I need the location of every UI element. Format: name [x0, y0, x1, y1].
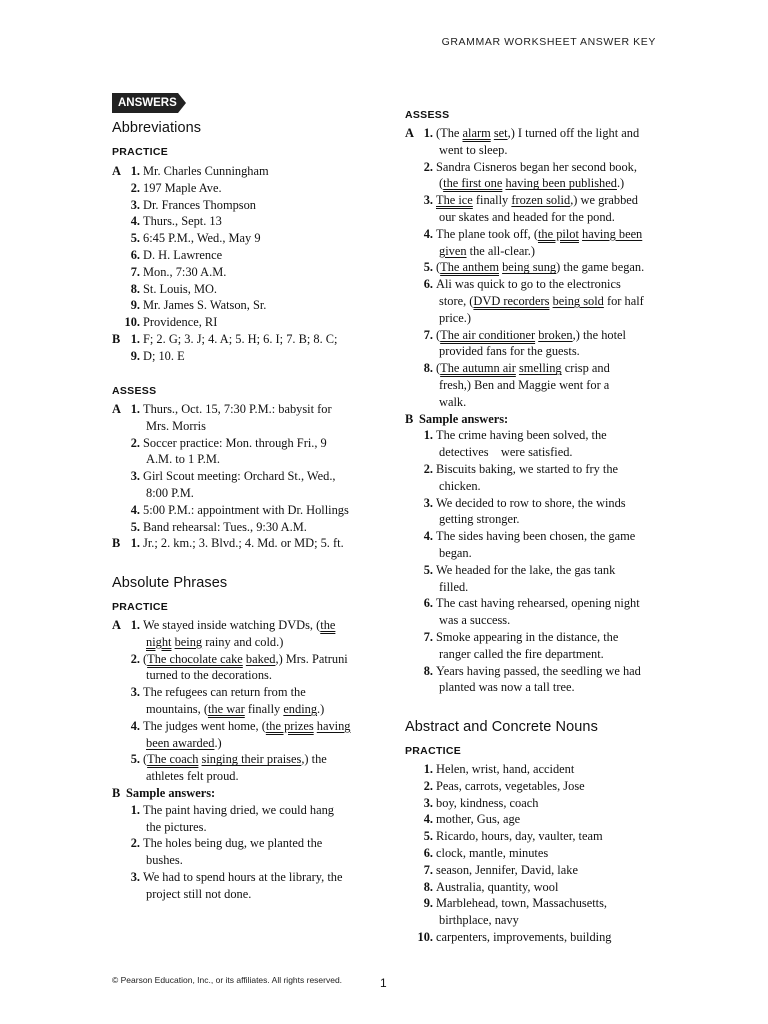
abbreviations-practice-label: PRACTICE: [112, 146, 169, 158]
list-item: A 1. Thurs., Oct. 15, 7:30 P.M.: babysit for: [112, 402, 332, 416]
list-item: 3. The ice finally frozen solid,) we grabbed: [423, 193, 638, 208]
absolute-practice-label: PRACTICE: [112, 601, 169, 613]
list-item: 2. Soccer practice: Mon. through Fri., 9: [130, 435, 327, 450]
list-item-continuation: went to sleep.: [439, 142, 508, 157]
list-item-continuation: 8:00 P.M.: [146, 485, 194, 500]
answers-badge: ANSWERS: [112, 93, 178, 113]
list-item-continuation: given the all-clear.): [439, 243, 535, 258]
list-item-continuation: Mrs. Morris: [146, 418, 206, 433]
list-item-continuation: the pictures.: [146, 819, 207, 834]
abbreviations-assess-label: ASSESS: [112, 385, 157, 397]
list-item: A 1. We stayed inside watching DVDs, (the: [112, 618, 336, 632]
abbreviations-practice-a: [112, 163, 374, 365]
list-item: B Sample answers:: [405, 411, 509, 426]
list-item: 4. The sides having been chosen, the game: [423, 529, 636, 544]
list-item: 2. Sandra Cisneros began her second book,: [423, 159, 637, 174]
list-item: 5. Band rehearsal: Tues., 9:30 A.M.: [130, 519, 307, 534]
list-item-continuation: fresh,) Ben and Maggie went for a: [439, 377, 610, 392]
list-item: A 1. (The alarm set,) I turned off the light and: [405, 126, 640, 140]
list-item: 2. The holes being dug, we planted the: [130, 836, 323, 851]
list-item: 5. (The coach singing their praises,) the: [130, 752, 327, 767]
list-item: 4. Thurs., Sept. 13: [130, 214, 222, 229]
list-item: 3. boy, kindness, coach: [423, 795, 539, 810]
list-item-continuation: athletes felt proud.: [146, 769, 239, 784]
list-item: 9. Mr. James S. Watson, Sr.: [130, 298, 267, 313]
list-item: 1. The paint having dried, we could hang: [130, 802, 334, 817]
list-item-continuation: began.: [439, 545, 472, 560]
absolute-phrases-title: Absolute Phrases: [112, 575, 228, 591]
abbreviations-assess: [112, 401, 374, 552]
list-item: 1. The crime having been solved, the: [423, 428, 607, 443]
list-item: 5. 6:45 P.M., Wed., May 9: [130, 231, 261, 246]
list-item: 7. (The air conditioner broken,) the hotel: [423, 327, 626, 342]
list-item-continuation: A.M. to 1 P.M.: [146, 452, 221, 467]
list-item-continuation: been awarded.): [146, 735, 222, 750]
list-item-continuation: night being rainy and cold.): [146, 634, 284, 649]
list-item-continuation: planted was now a tall tree.: [439, 680, 575, 695]
list-item: 3. The refugees can return from the: [130, 685, 306, 700]
list-item: 4. The judges went home, (the prizes having: [130, 718, 351, 733]
list-item: 10. Providence, RI: [124, 315, 218, 330]
list-item: 5. (The anthem being sung) the game began.: [423, 260, 645, 275]
list-item: 5. We headed for the lake, the gas tank: [423, 562, 616, 577]
list-item: 3. Dr. Frances Thompson: [130, 197, 256, 212]
list-item: 6. D. H. Lawrence: [130, 247, 223, 262]
list-item-continuation: price.): [439, 310, 471, 325]
list-item: A 1. Mr. Charles Cunningham: [112, 164, 269, 178]
list-item: 10. carpenters, improvements, building: [417, 929, 612, 944]
list-item-continuation: (the first one having been published.): [439, 176, 625, 191]
list-item-continuation: walk.: [439, 394, 467, 409]
list-item: 8. St. Louis, MO.: [130, 281, 218, 296]
list-item: 7. season, Jennifer, David, lake: [423, 862, 578, 877]
list-item: 9. Marblehead, town, Massachusetts,: [423, 896, 608, 911]
list-item-continuation: ranger called the fire department.: [439, 646, 604, 661]
list-item: 7. Mon., 7:30 A.M.: [130, 264, 227, 279]
list-item-continuation: getting stronger.: [439, 512, 520, 527]
list-item-continuation: birthplace, navy: [439, 913, 519, 928]
list-item-continuation: filled.: [439, 579, 469, 594]
list-item: 2. (The chocolate cake baked,) Mrs. Patruni: [130, 651, 348, 666]
list-item: 4. The plane took off, (the pilot having been: [423, 226, 643, 241]
absolute-practice-a: [112, 617, 374, 903]
list-item: 3. We had to spend hours at the library, the: [130, 869, 343, 884]
list-item: 6. Ali was quick to go to the electronics: [423, 277, 621, 292]
list-item-continuation: turned to the decorations.: [146, 668, 272, 683]
page-number: 1: [380, 976, 387, 990]
list-item: 8. (The autumn air smelling crisp and: [423, 361, 610, 376]
list-item: 6. The cast having rehearsed, opening night: [423, 596, 640, 611]
nouns-practice-label: PRACTICE: [405, 745, 462, 757]
nouns-practice: [405, 761, 661, 946]
list-item: 8. Years having passed, the seedling we had: [423, 663, 641, 678]
list-item: B Sample answers:: [112, 785, 216, 800]
running-header: GRAMMAR WORKSHEET ANSWER KEY: [441, 36, 656, 48]
absolute-assess-a: [405, 125, 661, 696]
list-item: 9. D; 10. E: [130, 348, 185, 363]
list-item: 2. Peas, carrots, vegetables, Jose: [423, 778, 585, 793]
list-item-continuation: our skates and headed for the pond.: [439, 209, 615, 224]
list-item: 2. Biscuits baking, we started to fry the: [423, 461, 619, 476]
assess-right-label: ASSESS: [405, 109, 450, 121]
list-item-continuation: detectives were satisfied.: [439, 445, 573, 460]
list-item-continuation: store, (DVD recorders being sold for half: [439, 293, 644, 308]
list-item-continuation: provided fans for the guests.: [439, 344, 580, 359]
list-item: 3. Girl Scout meeting: Orchard St., Wed.,: [130, 469, 336, 484]
list-item: 5. Ricardo, hours, day, vaulter, team: [423, 829, 603, 844]
list-item: 4. mother, Gus, age: [423, 812, 521, 827]
list-item: 4. 5:00 P.M.: appointment with Dr. Hollings: [130, 502, 349, 517]
list-item: 8. Australia, quantity, wool: [423, 879, 559, 894]
list-item: B 1. F; 2. G; 3. J; 4. A; 5. H; 6. I; 7. B; 8. C;: [112, 331, 338, 346]
list-item-continuation: mountains, (the war finally ending.): [146, 701, 325, 716]
list-item: 2. 197 Maple Ave.: [130, 180, 222, 195]
list-item: 3. We decided to row to shore, the winds: [423, 495, 626, 510]
list-item: 6. clock, mantle, minutes: [423, 845, 549, 860]
abbreviations-title: Abbreviations: [112, 120, 202, 136]
nouns-title: Abstract and Concrete Nouns: [405, 719, 598, 735]
list-item: B 1. Jr.; 2. km.; 3. Blvd.; 4. Md. or MD; 5. ft.: [112, 536, 344, 551]
list-item: 7. Smoke appearing in the distance, the: [423, 629, 619, 644]
list-item: 1. Helen, wrist, hand, accident: [423, 762, 575, 776]
list-item-continuation: project still not done.: [146, 886, 252, 901]
list-item-continuation: chicken.: [439, 478, 481, 493]
copyright-footer: © Pearson Education, Inc., or its affiliates. All rights reserved.: [112, 975, 343, 985]
list-item-continuation: was a success.: [439, 613, 511, 628]
list-item-continuation: bushes.: [146, 853, 183, 868]
